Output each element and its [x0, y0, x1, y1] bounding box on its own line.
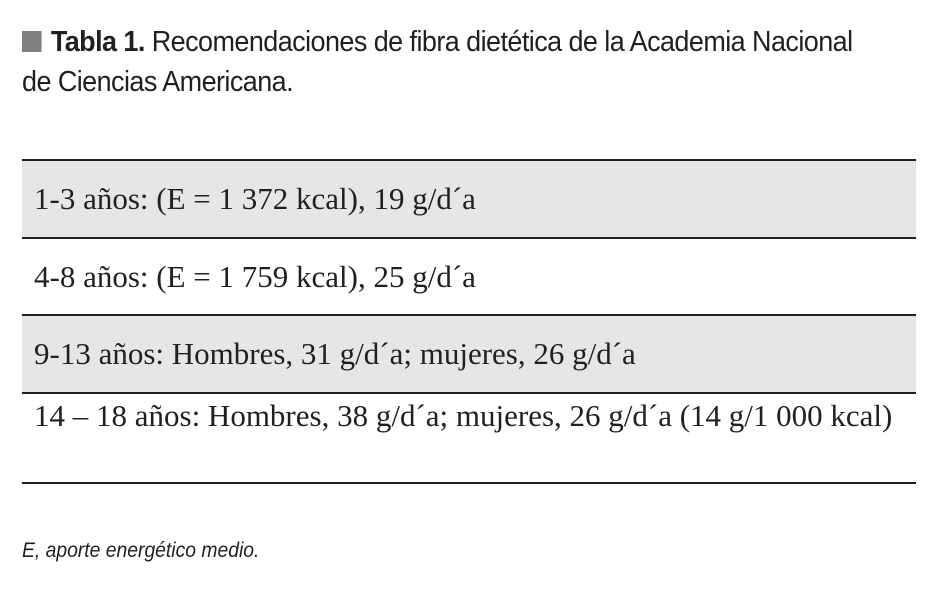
caption-label: Tabla 1.	[50, 26, 145, 58]
fiber-recommendations-table	[22, 159, 916, 484]
table-cell: 1-3 años: (E = 1 372 kcal), 19 g/d´a	[34, 181, 476, 216]
table-caption	[22, 22, 859, 102]
table-footnote: E, aporte energético medio.	[22, 539, 260, 562]
table-row	[22, 239, 916, 316]
table-cell: 14 – 18 años: Hombres, 38 g/d´a; mujeres, 26 g/d´a (14 g/1 000 kcal)	[34, 398, 893, 433]
table-row	[22, 161, 916, 239]
table-cell: 9-13 años: Hombres, 31 g/d´a; mujeres, 26 g/d´a	[34, 336, 636, 371]
table-row	[22, 316, 916, 394]
table-row	[22, 394, 916, 484]
caption-title: Recomendaciones de fibra dietética de la Academia Nacional de Ciencias Americana.	[22, 26, 853, 98]
table-cell: 4-8 años: (E = 1 759 kcal), 25 g/d´a	[34, 258, 476, 294]
square-bullet-icon	[22, 31, 42, 52]
